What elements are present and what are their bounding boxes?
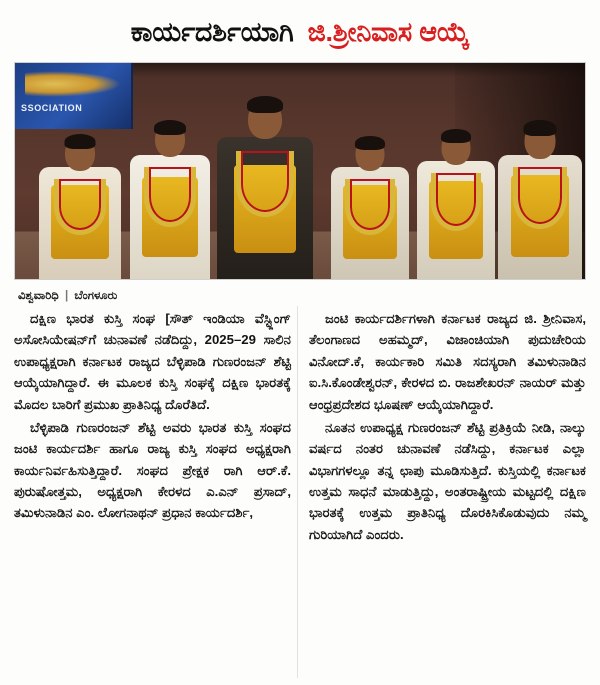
paragraph: ನೂತನ ಉಪಾಧ್ಯಕ್ಷ ಗುಣರಂಜನ್ ಶೆಟ್ಟಿ ಪ್ರತಿಕ್ರಿಯೆ ನೀಡಿ, ನಾಲ್ಕು ವರ್ಷದ ನಂತರ ಚುನಾವಣೆ ನಡೆಸಿದ್ದು, ಕರ್ನಾಟಕ ಎಲ್ಲಾ ವಿಭಾಗಗಳಲ್ಲೂ ತನ್ನ ಛಾಪು ಮೂಡಿಸುತ್ತಿದೆ. ಕುಸ್ತಿಯಲ್ಲಿ ಕರ್ನಾಟಕ ಉತ್ತಮ ಸಾಧನೆ ಮಾಡುತ್ತಿದ್ದು, ಅಂತರಾಷ್ಟ್ರೀಯ ಮಟ್ಟದಲ್ಲಿ ದಕ್ಷಿಣ ಭಾರತಕ್ಕೆ ಉತ್ತಮ ಪ್ರಾತಿನಿಧ್ಯ ದೊರಕಿಸಿಕೊಡುವುದು ನಮ್ಮ ಗುರಿಯಾಗಿದೆ ಎಂದರು.	[309, 419, 586, 542]
person-garland	[54, 179, 106, 235]
banner-emblem-icon	[25, 71, 121, 97]
person-garland	[236, 151, 294, 217]
list-item	[215, 91, 315, 279]
person-garland	[345, 179, 395, 235]
list-item	[413, 121, 499, 279]
byline-separator: |	[64, 290, 69, 302]
article-column-right	[309, 308, 586, 676]
byline-publication: ವಿಶ್ವವಾರಿಧಿ	[18, 290, 59, 302]
article-column-left	[14, 308, 291, 676]
person-garland	[431, 173, 481, 231]
person-hair	[154, 120, 186, 135]
paragraph: ಜಂಟಿ ಕಾರ್ಯದರ್ಶಿಗಳಾಗಿ ಕರ್ನಾಟಕ ರಾಜ್ಯದ ಜಿ. ಶ್ರೀನಿವಾಸ, ತೆಲಂಗಾಣದ ಅಹಮ್ಮದ್, ವಿಜಾಂಚಿಯಾಗಿ ಪುದುಚೇರಿಯ ವಿನೋದ್.ಕೆ, ಕಾರ್ಯಕಾರಿ ಸಮಿತಿ ಸದಸ್ಯರಾಗಿ ತಮಿಳುನಾಡಿನ ಐ.ಸಿ.ಕೊಂಡೇಶ್ವರನ್, ಕೇರಳದ ಬಿ. ರಾಜಶೇಖರನ್ ನಾಯರ್ ಮತ್ತು ಆಂಧ್ರಪ್ರದೇಶದ ಭೂಷಣ್ ಆಯ್ಕೆಯಾಗಿದ್ದಾರೆ.	[309, 311, 586, 412]
byline	[18, 290, 117, 303]
article-photo	[14, 62, 586, 280]
person-garland	[513, 167, 567, 229]
person-hair	[524, 120, 557, 136]
person-hair	[247, 96, 283, 113]
photo-background	[15, 63, 585, 279]
byline-location: ಬೆಂಗಳೂರು	[74, 290, 118, 302]
banner-text: SSOCIATION	[21, 103, 83, 113]
article-body	[14, 308, 586, 676]
list-item	[127, 111, 213, 279]
headline-part-2: ಜಿ.ಶ್ರೀನಿವಾಸ ಆಯ್ಕೆ	[307, 17, 470, 47]
person-hair	[65, 134, 96, 149]
paragraph: ಬೆಳ್ಳಿಪಾಡಿ ಗುಣರಂಜನ್ ಶೆಟ್ಟಿ ಅವರು ಭಾರತ ಕುಸ್ತಿ ಸಂಘದ ಜಂಟಿ ಕಾರ್ಯದರ್ಶಿ ಹಾಗೂ ರಾಜ್ಯ ಕುಸ್ತಿ ಸಂಘದ ಅಧ್ಯಕ್ಷರಾಗಿ ಕಾರ್ಯನಿರ್ವಹಿಸುತ್ತಿದ್ದಾರೆ. ಸಂಘದ ಪ್ರೇಕ್ಷಕ ರಾಗಿ ಆರ್.ಕೆ. ಪುರುಷೋತ್ತಮ, ಅಧ್ಯಕ್ಷರಾಗಿ ಕೇರಳದ ಎ.ಎನ್ ಪ್ರಸಾದ್, ತಮಿಳುನಾಡಿನ ಎಂ. ಲೋಗನಾಥನ್ ಪ್ರಧಾನ ಕಾರ್ಯದರ್ಶಿ,	[14, 419, 291, 521]
paragraph: ದಕ್ಷಿಣ ಭಾರತ ಕುಸ್ತಿ ಸಂಘ [ಸೌತ್ ಇಂಡಿಯಾ ವೆಸ್ಟ್ಲಿಂಗ್ ಅಸೋಸಿಯೇಷನ್‌ಗೆ ಚುನಾವಣೆ ನಡೆದಿದ್ದು, 2025–29 ಸಾಲಿನ ಉಪಾಧ್ಯಕ್ಷರಾಗಿ ಕರ್ನಾಟಕ ರಾಜ್ಯದ ಬೆಳ್ಳಿಪಾಡಿ ಗುಣರಂಜನ್ ಶೆಟ್ಟಿ ಆಯ್ಕೆಯಾಗಿದ್ದಾರೆ. ಈ ಮೂಲಕ ಕುಸ್ತಿ ಸಂಘಕ್ಕೆ ದಕ್ಷಿಣ ಭಾರತಕ್ಕೆ ಮೊದಲ ಬಾರಿಗೆ ಪ್ರಮುಖ ಪ್ರಾತಿನಿಧ್ಯ ದೊರೆತಿದೆ.	[14, 311, 291, 412]
list-item	[495, 113, 585, 279]
list-item	[327, 129, 413, 279]
photo-banner	[15, 63, 133, 129]
page-title	[0, 0, 600, 62]
person-hair	[441, 129, 471, 143]
person-hair	[355, 136, 385, 150]
person-garland	[144, 167, 196, 227]
headline-part-1: ಕಾರ್ಯದರ್ಶಿಯಾಗಿ	[130, 17, 294, 47]
list-item	[37, 129, 123, 279]
